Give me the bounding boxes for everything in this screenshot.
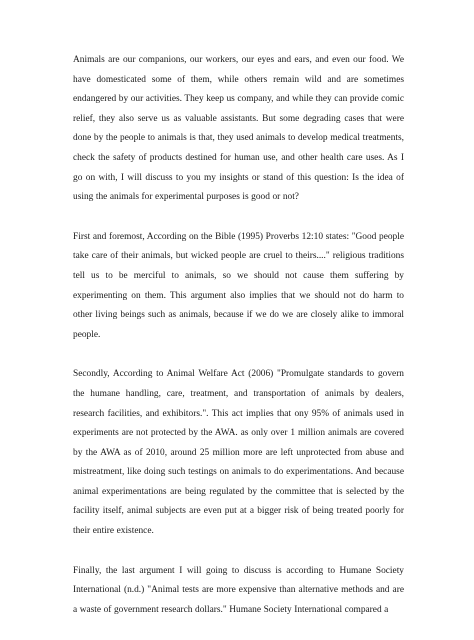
paragraph-animal-welfare-act: Secondly, According to Animal Welfare Act (2006) "Promulgate standards to govern the humane handling, care, treatment, and transportation of animals by dealers, research facilities, and exhibitors.". This act implies that ony 95% of animals used in experiments are not protected by the AWA. as only over 1 million animals are covered by the AWA as of 2010, around 25 million more are left unprotected from abuse and mistreatment, like doing such testings on animals to do experimentations. And because animal experimentations are being regulated by the committee that is selected by the facility itself, animal subjects are even put at a bigger risk of being treated poorly for their entire existence.	[73, 369, 404, 537]
paragraph-bible-argument: First and foremost, According on the Bible (1995) Proverbs 12:10 states: "Good people take care of their animals, but wicked people are cruel to theirs...." religious traditions tell us to be merciful to animals, so we should not cause them suffering by experimenting on them. This argument also implies that we should not do harm to other living beings such as animals, because if we do we are closely alike to immoral people.	[73, 231, 404, 340]
paragraph-humane-society: Finally, the last argument I will going to discuss is according to Humane Society International (n.d.) "Animal tests are more expensive than alternative methods and are a waste of government research dollars." Humane Society International compared a	[73, 565, 404, 615]
paragraph-introduction: Animals are our companions, our workers, our eyes and ears, and even our food. We have domesticated some of them, while others remain wild and are sometimes endangered by our activities. They keep us company, and while they can provide comic relief, they also serve us as valuable assistants. But some degrading cases that were done by the people to animals is that, they used animals to develop medical treatments, check the safety of products destined for human use, and other health care uses. As I go on with, I will discuss to you my insights or stand of this question: Is the idea of using the animals for experimental purposes is good or not?	[73, 55, 404, 203]
document-body	[73, 51, 404, 640]
